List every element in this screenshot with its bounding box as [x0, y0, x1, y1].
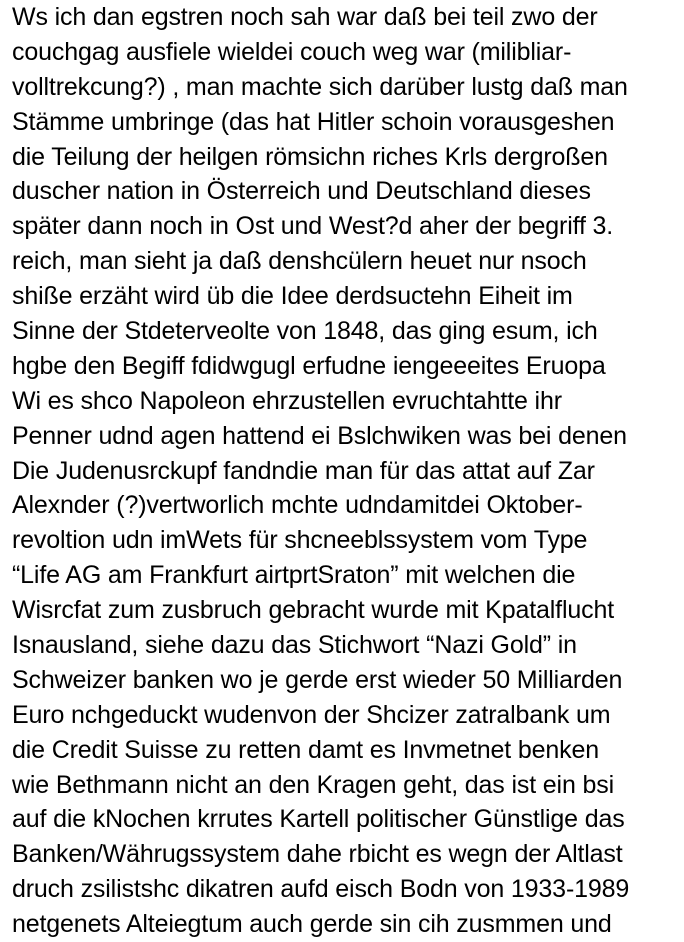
- text-line: Banken/Währugssystem dahe rbicht es wegn der Altlast: [12, 840, 623, 869]
- text-line: auf die kNochen krrutes Kartell politischer Günstlige das: [12, 805, 625, 834]
- text-line: die Credit Suisse zu retten damt es Invmetnet benken: [12, 735, 599, 764]
- text-line: Alexnder (?)vertworlich mchte udndamitdei Oktober-: [12, 491, 583, 520]
- text-line: revoltion udn imWets für shcneeblssystem vom Type: [12, 526, 588, 555]
- text-line: Isnausland, siehe dazu das Stichwort “Nazi Gold” in: [12, 631, 577, 660]
- text-line: hgbe den Begiff fdidwgugl erfudne iengeeeites Eruopa: [12, 351, 606, 380]
- text-line: später dann noch in Ost und West?d aher der begriff 3.: [12, 212, 614, 241]
- text-line: Euro nchgeduckt wudenvon der Shcizer zatralbank um: [12, 700, 611, 729]
- text-line: netgenets Alteiegtum auch gerde sin cih zusmmen und: [12, 910, 612, 939]
- text-line: wie Bethmann nicht an den Kragen geht, das ist ein bsi: [12, 770, 615, 799]
- text-line: die Teilung der heilgen römsichn riches Krls dergroßen: [12, 142, 608, 171]
- text-line: Ws ich dan egstren noch sah war daß bei teil zwo der: [12, 3, 598, 31]
- text-line: Sinne der Stdeterveolte von 1848, das ging esum, ich: [12, 317, 598, 346]
- text-line: duscher nation in Österreich und Deutschland dieses: [12, 177, 591, 206]
- text-line: volltrekcung?) , man machte sich darüber lustg daß man: [12, 72, 628, 101]
- text-line: Schweizer banken wo je gerde erst wieder 50 Milliarden: [12, 665, 623, 694]
- body-text: [12, 0, 680, 942]
- text-line: Wi es shco Napoleon ehrzustellen evruchtahtte ihr: [12, 386, 562, 415]
- text-line: Wisrcfat zum zusbruch gebracht wurde mit Kpatalflucht: [12, 596, 615, 625]
- text-line: Die Judenusrckupf fandndie man für das attat auf Zar: [12, 456, 595, 485]
- text-line: “Life AG am Frankfurt airtprtSraton” mit welchen die: [12, 561, 576, 590]
- text-line: Stämme umbringe (das hat Hitler schoin vorausgeshen: [12, 107, 615, 136]
- text-line: reich, man sieht ja daß denshcülern heuet nur nsoch: [12, 247, 587, 276]
- text-line: couchgag ausfiele wieldei couch weg war (milibliar-: [12, 37, 572, 66]
- text-line: shiße erzäht wird üb die Idee derdsuctehn Eiheit im: [12, 282, 573, 311]
- text-line: druch zsilistshc dikatren aufd eisch Bodn von 1933-1989: [12, 875, 630, 904]
- text-line: Penner udnd agen hattend ei Bslchwiken was bei denen: [12, 421, 627, 450]
